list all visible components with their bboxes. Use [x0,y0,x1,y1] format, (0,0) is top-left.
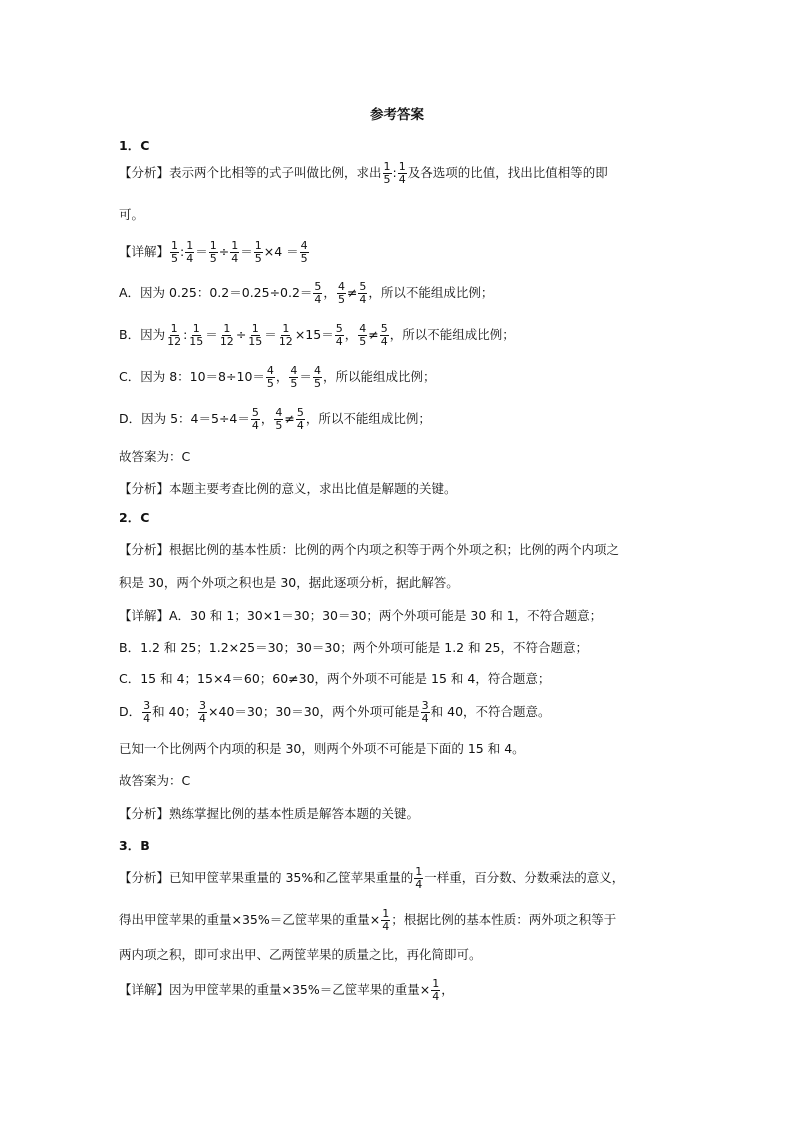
q2-number: 2．C [119,510,150,525]
q1-comment: 【分析】本题主要考查比例的意义，求出比值是解题的关键。 [119,481,457,496]
q2-answer: 故答案为：C [119,773,191,788]
q1-answer: 故答案为：C [119,449,191,464]
q2-analysis-2: 积是 30，两个外项之积也是 30，据此逐项分析，据此解答。 [119,575,459,590]
q1-option-c: C．因为 8：10＝8÷10＝ $\frac{4}{5}$ ， $\frac{4}{5}$ ＝ $\frac{4}{5}$ ，所以能组成比例； [119,364,436,390]
q1-option-d: D．因为 5：4＝5÷4＝ $\frac{5}{4}$ ， $\frac{4}{5}$ ≠ $\frac{5}{4}$ ，所以不能组成比例； [119,406,431,432]
q3-analysis-3: 两内项之积，即可求出甲、乙两筐苹果的质量之比，再化简即可。 [119,947,482,962]
q2-comment: 【分析】熟练掌握比例的基本性质是解答本题的关键。 [119,806,420,821]
q1-analysis: 【分析】表示两个比相等的式子叫做比例，求出 $\frac{1}{5}$ : $\frac{1}{4}$ 及各选项的比值，找出比值相等的即 [119,160,608,186]
q2-option-a: 【详解】A．30 和 1；30×1＝30；30＝30；两个外项可能是 30 和 1，不符合题意； [119,608,603,623]
q2-analysis-1: 【分析】根据比例的基本性质：比例的两个内项之积等于两个外项之积；比例的两个内项之 [119,542,620,557]
q3-analysis-2: 得出甲筐苹果的重量×35%＝乙筐苹果的重量× $\frac{1}{4}$ ；根据比例的基本性质：两外项之积等于 [119,907,617,933]
q2-option-c: C．15 和 4；15×4＝60；60≠30，两个外项不可能是 15 和 4，符合题意； [119,671,551,686]
page-title: 参考答案 [370,107,424,123]
q2-option-b: B．1.2 和 25；1.2×25＝30；30＝30；两个外项可能是 1.2 和 25，不符合题意； [119,640,588,655]
q1-detail: 【详解】 $\frac{1}{5}$ : $\frac{1}{4}$ ＝ $\frac{1}{5}$ ÷ $\frac{1}{4}$ ＝ $\frac{1}{5}$ ×4 ＝ $\frac{4}{5}$ [119,239,308,265]
q3-number: 3．B [119,838,150,853]
q3-detail: 【详解】因为甲筐苹果的重量×35%＝乙筐苹果的重量× $\frac{1}{4}$ ， [119,977,454,1003]
q2-conclusion: 已知一个比例两个内项的积是 30，则两个外项不可能是下面的 15 和 4。 [119,741,525,756]
q2-option-d: D． $\frac{3}{4}$ 和 40； $\frac{3}{4}$ ×40＝30；30＝30，两个外项可能是 $\frac{3}{4}$ 和 40，不符合题意。 [119,699,551,725]
q1-analysis-cont: 可。 [119,207,145,222]
q3-analysis-1: 【分析】已知甲筐苹果重量的 35%和乙筐苹果重量的 $\frac{1}{4}$ 一样重，百分数、分数乘法的意义， [119,865,625,891]
q1-option-b: B．因为 $\frac{1}{12}$ : $\frac{1}{15}$ ＝ $\frac{1}{12}$ ÷ $\frac{1}{15}$ ＝ $\frac{1}{12}$ ×15＝ $\frac{5}{4}$ ， $\frac{4}{5}$ ≠ $\frac{5}{4}$ ，所以不能组成比例； [119,322,515,348]
q1-option-a: A．因为 0.25：0.2＝0.25÷0.2＝ $\frac{5}{4}$ ， $\frac{4}{5}$ ≠ $\frac{5}{4}$ ，所以不能组成比例； [119,280,494,306]
q1-number: 1．C [119,138,150,153]
